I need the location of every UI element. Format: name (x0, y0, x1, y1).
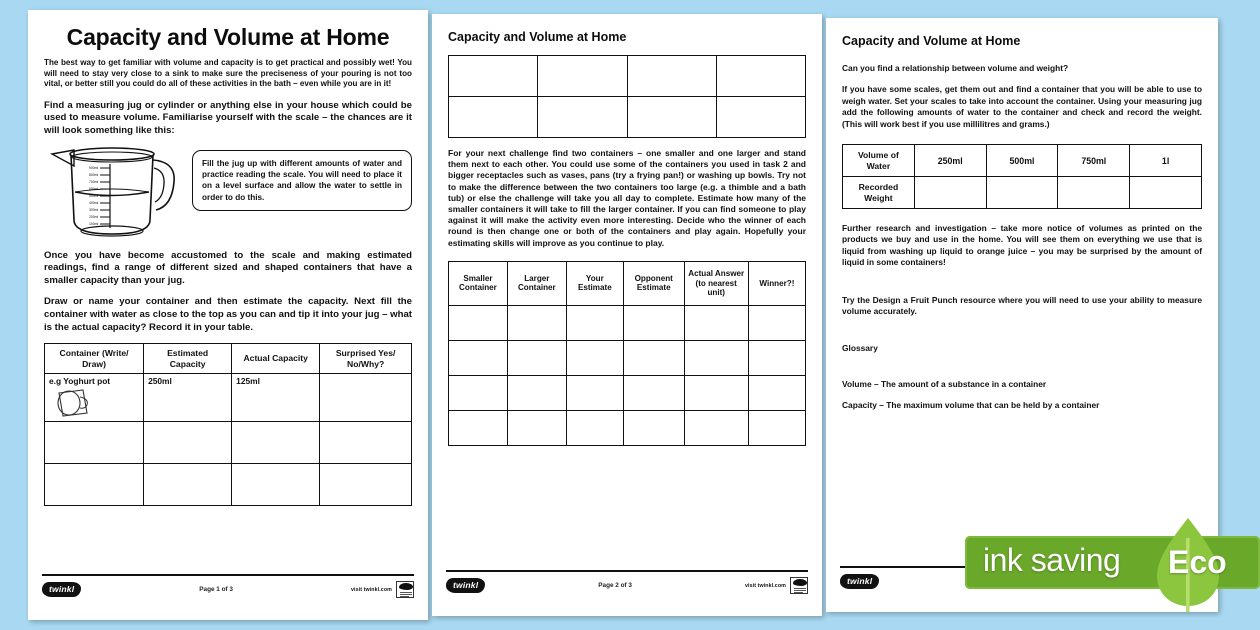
cell-volume-500ml: 500ml (986, 145, 1058, 177)
cell[interactable] (716, 97, 805, 138)
page2-estimate-game-table[interactable] (448, 261, 806, 446)
cell[interactable] (507, 340, 566, 375)
cell[interactable] (507, 305, 566, 340)
cell-actual[interactable] (232, 464, 320, 506)
eco-badge-label: ink saving (983, 542, 1121, 578)
twinkl-logo[interactable]: twinkl (42, 582, 81, 597)
cell-weight[interactable] (914, 177, 986, 209)
svg-text:100ml: 100ml (89, 221, 99, 226)
col-surprised: Surprised Yes/ No/Why? (320, 344, 412, 374)
cell[interactable] (684, 340, 748, 375)
cell[interactable] (449, 375, 508, 410)
cell[interactable] (623, 410, 684, 445)
page3-title: Capacity and Volume at Home (842, 34, 1021, 48)
worksheet-page-2[interactable] (432, 14, 822, 616)
twinkl-logo[interactable]: twinkl (840, 574, 879, 589)
cell-volume-750ml: 750ml (1058, 145, 1130, 177)
cell[interactable] (507, 375, 566, 410)
glossary-item-volume: Volume – The amount of a substance in a container (842, 378, 1047, 389)
page2-paragraph-1: For your next challenge find two containers – one smaller and one larger and stand them next to each other. You could use some of the containers you used in task 2 and bigger receptacles such as vases, pans (try a frying pan!) or washing up bowls. Try not to make the difference between the two containers too large (e.g. a thimble and a bath tub) or else the challenge will take you all day to complete. Estimate how many of the smaller containers it will take to fill the larger container. If you can find someone to play against it will make the activity even more interesting. Decide who the winner of each round is then change one or both of the containers and play again. Hopefully your estimating skills will improve as you continue to play. (448, 148, 806, 248)
cell[interactable] (684, 375, 748, 410)
page3-volume-weight-table[interactable] (842, 144, 1202, 209)
cell[interactable] (623, 305, 684, 340)
cell[interactable] (748, 305, 805, 340)
cell-text: e.g Yoghurt pot (49, 376, 111, 387)
page1-paragraph-2: Find a measuring jug or cylinder or anything else in your house which could be used to measure volume. Familiarise yourself with the scale – the chances are it will look something like this: (44, 99, 412, 136)
yoghurt-pot-sketch-icon (49, 387, 139, 419)
svg-text:700ml: 700ml (89, 179, 99, 184)
table-row[interactable] (45, 422, 412, 464)
page1-title: Capacity and Volume at Home (66, 24, 390, 50)
page3-paragraph-3: Try the Design a Fruit Punch resource where you will need to use your ability to measure volume accurately. (842, 294, 1202, 317)
table-row[interactable] (449, 97, 806, 138)
cell[interactable] (566, 305, 623, 340)
page2-blank-grid-table[interactable] (448, 55, 806, 138)
cell-volume-250ml: 250ml (914, 145, 986, 177)
col-larger-container: Larger Container (507, 261, 566, 305)
svg-text:400ml: 400ml (89, 200, 99, 205)
visit-link[interactable]: visit twinkl.com (350, 586, 392, 593)
page1-callout-box: Fill the jug up with different amounts of water and practice reading the scale. You will need to place it on a level surface and allow the water to settle in order to do this. (192, 150, 412, 212)
cell[interactable] (627, 56, 716, 97)
col-winner: Winner?! (748, 261, 805, 305)
glossary-item-capacity: Capacity – The maximum volume that can be held by a container (842, 400, 1100, 411)
cell[interactable] (449, 56, 538, 97)
svg-text:300ml: 300ml (89, 207, 99, 212)
cell[interactable] (449, 340, 508, 375)
cell[interactable] (449, 305, 508, 340)
cell-surprised[interactable] (320, 464, 412, 506)
cell-surprised-example[interactable] (320, 374, 412, 422)
cell-weight[interactable] (1058, 177, 1130, 209)
table-row (843, 145, 1202, 177)
page1-capacity-table[interactable] (44, 343, 412, 506)
cell-container[interactable] (45, 464, 144, 506)
cell[interactable] (716, 56, 805, 97)
page3-question: Can you find a relationship between volume and weight? (842, 63, 1069, 73)
table-row[interactable] (449, 305, 806, 340)
col-actual-capacity: Actual Capacity (232, 344, 320, 374)
col-your-estimate: Your Estimate (566, 261, 623, 305)
eco-badge-word: Eco (1168, 544, 1227, 580)
cell[interactable] (449, 97, 538, 138)
page1-intro-paragraph: The best way to get familiar with volume and capacity is to get practical and possibly wet! You will need to stay very close to a sink to make sure the preciseness of your pouring is not too vital, or better still you could do all of these activities in the bath – even while you are in it! (44, 58, 412, 89)
col-estimated-capacity: Estimated Capacity (144, 344, 232, 374)
cell[interactable] (684, 410, 748, 445)
page1-footer (42, 574, 414, 598)
page1-paragraph-4: Draw or name your container and then estimate the capacity. Next fill the container with water as close to the top as you can and tip it into your jug – what is the actual capacity? Record it in your table. (44, 296, 412, 333)
svg-text:200ml: 200ml (89, 214, 99, 219)
cell[interactable] (684, 305, 748, 340)
cell[interactable] (566, 410, 623, 445)
cell-estimated[interactable] (144, 464, 232, 506)
page1-paragraph-3: Once you have become accustomed to the scale and making estimated readings, find a range of different sized and shaped containers that have a smaller capacity than your jug. (44, 249, 412, 286)
table-row[interactable] (449, 410, 806, 445)
table-header-row (45, 344, 412, 374)
cell-container-example[interactable] (45, 374, 144, 422)
cell[interactable] (566, 340, 623, 375)
cell-actual[interactable] (232, 422, 320, 464)
cell[interactable] (623, 375, 684, 410)
measuring-jug-icon (44, 144, 184, 245)
footer-right-group (351, 581, 414, 598)
cell-container[interactable] (45, 422, 144, 464)
page3-paragraph-1: If you have some scales, get them out and find a container that you will be able to use to weigh water. Set your scales to take into account the container. Using your measuring jug add the following amounts of water to the container and check and record the weight. (This will work best if you use millilitres and grams.) (842, 84, 1202, 129)
twinkl-certificate-icon (790, 577, 808, 594)
footer-right-group (745, 577, 808, 594)
cell[interactable] (748, 340, 805, 375)
table-row[interactable] (449, 375, 806, 410)
table-row[interactable] (45, 464, 412, 506)
page2-footer (446, 570, 808, 594)
col-actual-answer: Actual Answer (to nearest unit) (684, 261, 748, 305)
page3-paragraph-2: Further research and investigation – take more notice of volumes as printed on the products we buy and use in the home. You will see them on everything we use that is liquid from washing up liquid to orange juice – you may be surprised by the amount of liquid in some containers! (842, 223, 1202, 268)
svg-text:900ml: 900ml (89, 165, 99, 170)
cell[interactable] (748, 410, 805, 445)
table-row[interactable] (45, 374, 412, 422)
svg-text:600ml: 600ml (89, 186, 99, 191)
page-number: Page 2 of 3 (598, 582, 632, 589)
cell[interactable] (627, 97, 716, 138)
table-row[interactable] (449, 56, 806, 97)
table-row[interactable] (843, 177, 1202, 209)
cell[interactable] (566, 375, 623, 410)
row-label-volume-of-water: Volume of Water (843, 145, 915, 177)
cell[interactable] (623, 340, 684, 375)
visit-link[interactable]: visit twinkl.com (744, 582, 786, 589)
ink-saving-eco-badge (965, 530, 1260, 596)
page3-glossary-heading: Glossary (842, 343, 878, 354)
page2-title: Capacity and Volume at Home (448, 30, 627, 44)
col-opponent-estimate: Opponent Estimate (623, 261, 684, 305)
col-smaller-container: Smaller Container (449, 261, 508, 305)
cell-volume-1l: 1l (1130, 145, 1202, 177)
cell[interactable] (538, 56, 627, 97)
cell-actual-example[interactable] (232, 374, 320, 422)
cell[interactable] (507, 410, 566, 445)
cell-estimated-example[interactable] (144, 374, 232, 422)
row-label-recorded-weight: Recorded Weight (843, 177, 915, 209)
cell-weight[interactable] (986, 177, 1058, 209)
cell[interactable] (748, 375, 805, 410)
table-row[interactable] (449, 340, 806, 375)
svg-text:800ml: 800ml (89, 172, 99, 177)
table-header-row (449, 261, 806, 305)
worksheet-page-1[interactable] (28, 10, 428, 620)
twinkl-certificate-icon (396, 581, 414, 598)
cell-surprised[interactable] (320, 422, 412, 464)
cell-estimated[interactable] (144, 422, 232, 464)
cell-weight[interactable] (1130, 177, 1202, 209)
twinkl-logo[interactable]: twinkl (446, 578, 485, 593)
cell[interactable] (449, 410, 508, 445)
page-number: Page 1 of 3 (199, 586, 233, 593)
col-container: Container (Write/ Draw) (45, 344, 144, 374)
cell-text: 125ml (236, 376, 260, 387)
cell-text: 250ml (148, 376, 172, 387)
cell[interactable] (538, 97, 627, 138)
svg-text:500ml: 500ml (89, 193, 99, 198)
